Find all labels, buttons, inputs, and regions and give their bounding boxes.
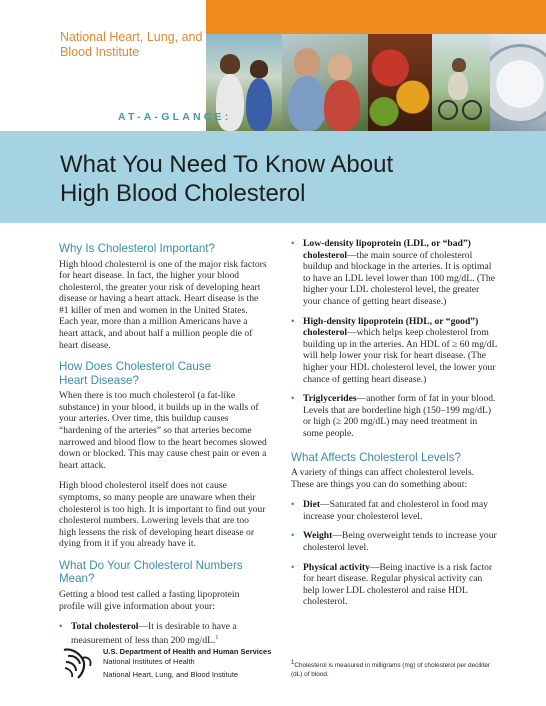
term-ldl: Low-density lipoprotein (LDL, or “bad”) cholesterol [303, 238, 471, 261]
text-total-cholesterol: —It is desirable to have a measurement of less than 200 mg/dL. [71, 621, 237, 646]
page-header [0, 0, 546, 132]
at-a-glance-label: AT-A-GLANCE: [118, 111, 232, 123]
hhs-name: U.S. Department of Health and Human Services [103, 647, 272, 656]
term-physical-activity: Physical activity [303, 561, 370, 573]
org-name: National Heart, Lung, and Blood Institute [60, 30, 203, 59]
term-triglycerides: Triglycerides [303, 393, 357, 405]
term-total-cholesterol: Total cholesterol [71, 621, 139, 633]
nih-name: National Institutes of Health [103, 657, 195, 666]
heading-why-important: Why Is Cholesterol Important? [59, 242, 215, 255]
bullet-icon: • [291, 238, 295, 249]
text-triglycerides: —another form of fat in your blood. Levels that are borderline high (150–199 mg/dL) or high (≥ 200 mg/dL) may need treatment in some people. [303, 393, 496, 439]
footnote-mark: 1 [291, 660, 295, 666]
bullet-icon: • [59, 621, 63, 633]
footnote [291, 659, 491, 679]
list-item-ldl [291, 238, 497, 308]
text-ldl: —the main source of cholesterol buildup and blockage in the arteries. It is optimal to have an LDL level lower than 100 mg/dL. (The higher your LDL cholesterol level, the greater your chance of getting heart disease.) [303, 249, 495, 307]
hhs-eagle-icon [60, 644, 96, 684]
text-physical-activity: —Being inactive is a risk factor for heart disease. Regular physical activity can help lower LDL cholesterol and raise HDL cholesterol. [303, 561, 493, 608]
heading-how-cause-line1: How Does Cholesterol Cause [59, 360, 212, 374]
photo-cyclist [432, 34, 490, 131]
photo-fruits-vegetables [368, 34, 432, 131]
list-item-physical-activity [291, 562, 497, 608]
title-line-1: What You Need To Know About [60, 151, 394, 178]
bullet-icon: • [291, 499, 295, 511]
text-diet: —Saturated fat and cholesterol in food may increase your cholesterol level. [303, 499, 488, 522]
orange-banner [206, 0, 546, 34]
bullet-icon: • [291, 393, 295, 405]
paragraph-why-important: High blood cholesterol is one of the major risk factors for heart disease. In fact, the higher your blood cholesterol, the greater your risk of developing heart disease or having a heart attack. Heart disease is the #1 killer of men and women in the United States. Each year, more than a million Americans have a heart attack, and about half a million people die of heart disease. [59, 258, 267, 351]
heading-how-cause-line2: Heart Disease? [59, 373, 139, 387]
affects-list [291, 499, 497, 608]
title-line-2: High Blood Cholesterol [60, 180, 306, 207]
text-weight: —Being overweight tends to increase your cholesterol level. [303, 530, 497, 553]
list-item-total-cholesterol [59, 621, 267, 646]
right-column [291, 238, 497, 616]
footnote-ref: 1 [215, 634, 219, 641]
left-column [59, 242, 267, 655]
heading-how-cause [59, 360, 267, 387]
list-item-triglycerides [291, 393, 497, 439]
paragraph-how-cause-1: When there is too much cholesterol (a fat-like substance) in your blood, it builds up in the walls of your arteries. Over time, this buildup causes “hardening of the arteries” so that arteries become narrowed and blood flow to the heart becomes slowed down or blocked. This may cause chest pain or even a heart attack. [59, 390, 267, 471]
footnote-text: Cholesterol is measured in milligrams (mg) of cholesterol per deciliter (dL) of blood. [291, 662, 491, 679]
bullet-icon: • [291, 561, 295, 573]
photo-couple-smiling [282, 34, 368, 131]
nhlbi-name: National Heart, Lung, and Blood Institute [103, 670, 239, 679]
bullet-icon: • [291, 530, 295, 542]
text-hdl: —which helps keep cholesterol from building up in the arteries. An HDL of ≥ 60 mg/dL will help lower your risk for heart disease. (The higher your HDL cholesterol level, the lower your chance of getting heart disease.) [303, 327, 498, 385]
paragraph-numbers-mean: Getting a blood test called a fasting lipoprotein profile will give information about your: [59, 588, 240, 612]
term-hdl: High-density lipoprotein (HDL, or “good”) cholesterol [303, 315, 479, 339]
photo-scale-dial [490, 34, 546, 131]
bullet-icon: • [291, 315, 295, 327]
heading-what-affects: What Affects Cholesterol Levels? [291, 450, 461, 464]
lipoprotein-list [291, 238, 497, 440]
list-item-weight [291, 530, 497, 553]
page-title [60, 150, 393, 208]
list-item-hdl [291, 316, 497, 386]
paragraph-what-affects: A variety of things can affect cholesterol levels. These are things you can do something about: [291, 467, 475, 490]
term-diet: Diet [303, 499, 321, 511]
list-item-diet [291, 499, 497, 522]
photo-strip [206, 34, 546, 131]
agency-block [103, 647, 271, 680]
cholesterol-numbers-list [59, 621, 267, 646]
heading-numbers-mean: What Do Your Cholesterol Numbers Mean? [59, 558, 243, 586]
paragraph-how-cause-2: High blood cholesterol itself does not cause symptoms, so many people are unaware when their cholesterol is too high. It is important to find out your cholesterol numbers. Lowering levels that are too high lessens the risk of developing heart disease or dying from it if you already have it. [59, 480, 266, 550]
term-weight: Weight [303, 530, 333, 542]
